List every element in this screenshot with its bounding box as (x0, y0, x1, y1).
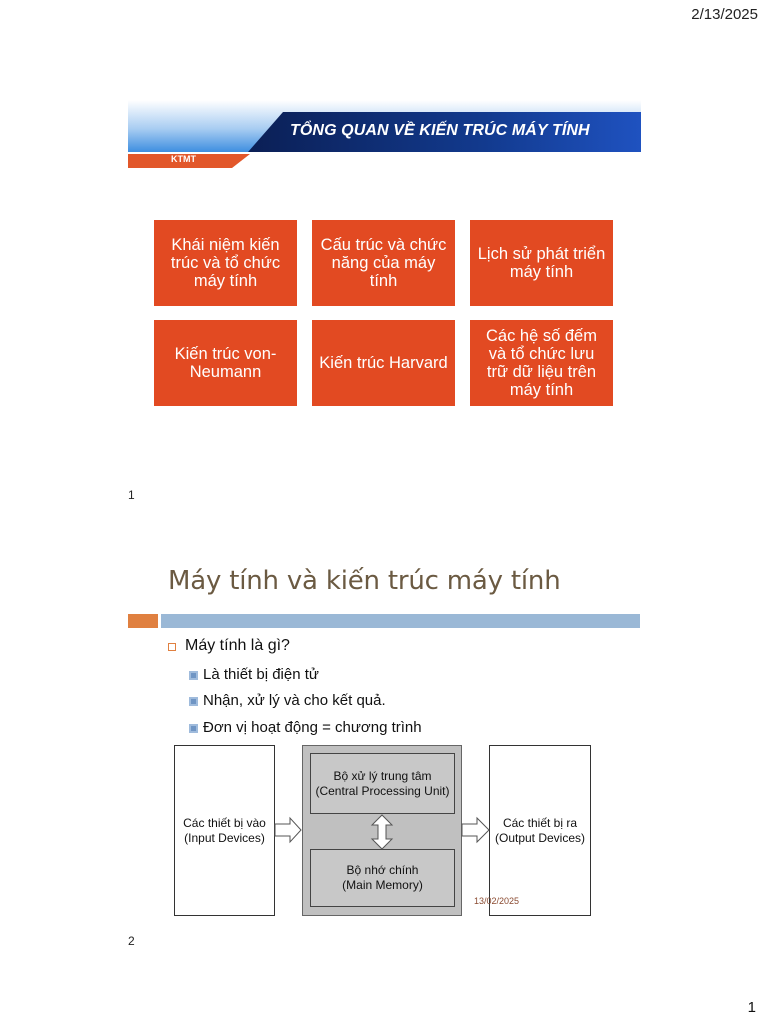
tile-number-systems: Các hệ số đếm và tổ chức lưu trữ dữ liệu trên máy tính (470, 320, 613, 406)
tile-concept: Khái niệm kiến trúc và tổ chức máy tính (154, 220, 297, 306)
arrow-right-icon (462, 818, 489, 842)
tile-harvard: Kiến trúc Harvard (312, 320, 455, 406)
slide1-title: TỔNG QUAN VỀ KIẾN TRÚC MÁY TÍNH (290, 122, 590, 139)
slide2-number: 2 (128, 934, 135, 948)
tile-von-neumann: Kiến trúc von-Neumann (154, 320, 297, 406)
tile-structure: Cấu trúc và chức năng của máy tính (312, 220, 455, 306)
double-arrow-vertical-icon (372, 815, 392, 849)
cpu-box: Bộ xử lý trung tâm (Central Processing Unit) (310, 753, 455, 814)
print-date: 2/13/2025 (691, 6, 758, 23)
tile-history: Lịch sử phát triển máy tính (470, 220, 613, 306)
output-devices-box: Các thiết bị ra (Output Devices) (489, 745, 591, 916)
sub-bullet-text: Đơn vị hoạt động = chương trình (203, 719, 422, 736)
main-memory-box: Bộ nhớ chính (Main Memory) (310, 849, 455, 907)
sub-bullet-text: Là thiết bị điện tử (203, 666, 319, 683)
input-devices-box: Các thiết bị vào (Input Devices) (174, 745, 275, 916)
arrow-right-icon (275, 818, 301, 842)
slide1-tag: KTMT (171, 154, 196, 164)
slide1-number: 1 (128, 488, 135, 502)
diagram-date: 13/02/2025 (474, 896, 520, 906)
sub-bullet-text: Nhận, xử lý và cho kết quả. (203, 692, 386, 709)
page-number: 1 (747, 999, 756, 1016)
bullet-main-text: Máy tính là gì? (185, 637, 290, 654)
slide2-title: Máy tính và kiến trúc máy tính (168, 566, 561, 596)
